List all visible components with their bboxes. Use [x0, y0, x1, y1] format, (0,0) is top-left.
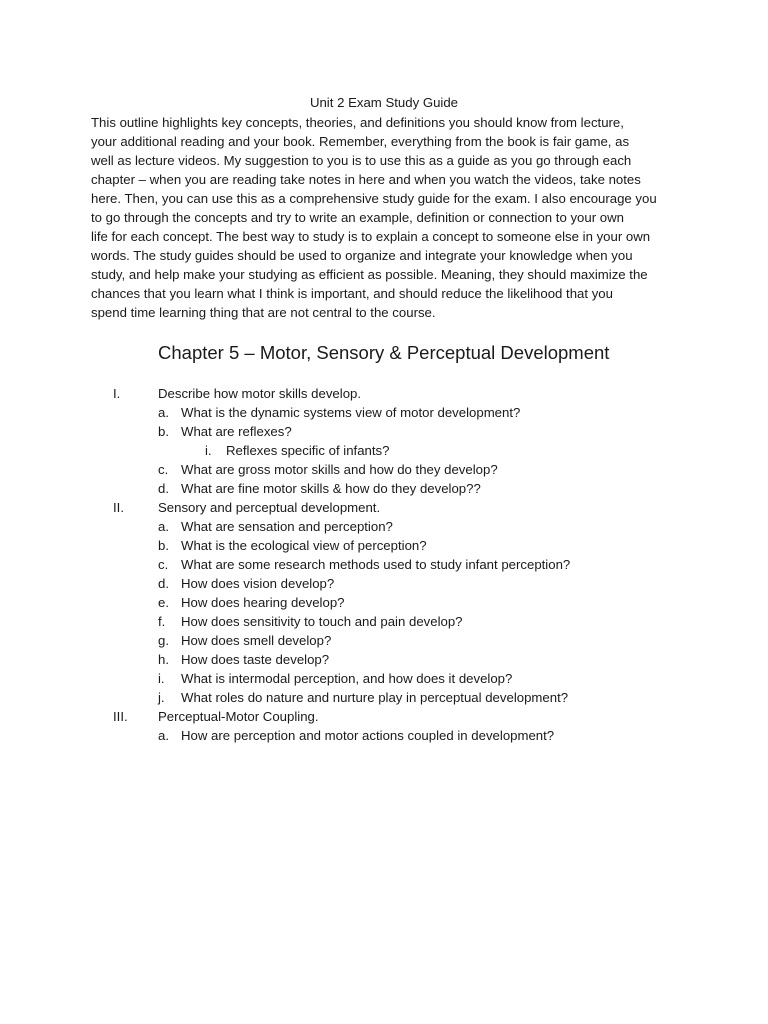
- outline-item: [0, 422, 768, 441]
- outline-item: [0, 384, 768, 403]
- outline-marker: c.: [158, 462, 169, 477]
- outline-item: [0, 574, 768, 593]
- intro-line: your additional reading and your book. Remember, everything from the book is fair game, as: [91, 134, 630, 149]
- outline-item: [0, 726, 768, 745]
- outline-marker: III.: [113, 709, 128, 724]
- intro-line: chapter – when you are reading take notes in here and when you watch the videos, take notes: [91, 172, 641, 187]
- outline-item: [0, 555, 768, 574]
- outline-text: How does sensitivity to touch and pain develop?: [181, 614, 463, 629]
- outline-marker: I.: [113, 386, 121, 401]
- outline-item: [0, 498, 768, 517]
- intro-line: chances that you learn what I think is important, and should reduce the likelihood that you: [91, 286, 613, 301]
- outline-marker: f.: [158, 614, 166, 629]
- outline-item: [0, 612, 768, 631]
- outline-item: [0, 650, 768, 669]
- outline-marker: a.: [158, 728, 169, 743]
- outline-item: [0, 688, 768, 707]
- outline-item: [0, 593, 768, 612]
- study-outline: [0, 384, 768, 745]
- outline-marker: d.: [158, 481, 169, 496]
- outline-text: How does hearing develop?: [181, 595, 345, 610]
- outline-text: How does smell develop?: [181, 633, 332, 648]
- intro-line: to go through the concepts and try to write an example, definition or connection to your own: [91, 210, 624, 225]
- outline-text: What are reflexes?: [181, 424, 292, 439]
- outline-text: What roles do nature and nurture play in perceptual development?: [181, 690, 569, 705]
- outline-marker: j.: [158, 690, 165, 705]
- intro-line: spend time learning thing that are not central to the course.: [91, 305, 436, 320]
- intro-line: words. The study guides should be used to organize and integrate your knowledge when you: [91, 248, 633, 263]
- outline-text: What are gross motor skills and how do they develop?: [181, 462, 498, 477]
- outline-item: [0, 460, 768, 479]
- outline-marker: i.: [158, 671, 165, 686]
- outline-item: [0, 631, 768, 650]
- outline-text: Sensory and perceptual development.: [158, 500, 381, 515]
- intro-line: This outline highlights key concepts, theories, and definitions you should know from lecture,: [91, 115, 624, 130]
- outline-text: How does vision develop?: [181, 576, 335, 591]
- outline-marker: a.: [158, 405, 169, 420]
- intro-line: study, and help make your studying as efficient as possible. Meaning, they should maximize the: [91, 267, 648, 282]
- outline-item: [0, 403, 768, 422]
- intro-line: life for each concept. The best way to study is to explain a concept to someone else in your own: [91, 229, 651, 244]
- outline-marker: h.: [158, 652, 169, 667]
- outline-item: [0, 707, 768, 726]
- outline-text: Perceptual-Motor Coupling.: [158, 709, 319, 724]
- outline-text: What are some research methods used to study infant perception?: [181, 557, 571, 572]
- outline-marker: i.: [205, 443, 212, 458]
- outline-text: What is intermodal perception, and how does it develop?: [181, 671, 513, 686]
- outline-marker: d.: [158, 576, 169, 591]
- outline-marker: a.: [158, 519, 169, 534]
- outline-marker: g.: [158, 633, 169, 648]
- outline-item: [0, 441, 768, 460]
- outline-text: What are sensation and perception?: [181, 519, 393, 534]
- outline-marker: e.: [158, 595, 169, 610]
- outline-marker: b.: [158, 424, 169, 439]
- document-title: Unit 2 Exam Study Guide: [309, 95, 459, 110]
- outline-item: [0, 669, 768, 688]
- intro-paragraph: [91, 113, 691, 322]
- outline-text: What is the ecological view of perception?: [181, 538, 427, 553]
- outline-text: Reflexes specific of infants?: [226, 443, 390, 458]
- intro-line: here. Then, you can use this as a comprehensive study guide for the exam. I also encourage you: [91, 191, 657, 206]
- chapter-heading: Chapter 5 – Motor, Sensory & Perceptual Development: [158, 342, 610, 363]
- outline-marker: b.: [158, 538, 169, 553]
- intro-line: well as lecture videos. My suggestion to you is to use this as a guide as you go through each: [91, 153, 632, 168]
- outline-text: What is the dynamic systems view of motor development?: [181, 405, 521, 420]
- outline-text: Describe how motor skills develop.: [158, 386, 362, 401]
- outline-marker: c.: [158, 557, 169, 572]
- outline-item: [0, 517, 768, 536]
- outline-item: [0, 536, 768, 555]
- outline-item: [0, 479, 768, 498]
- outline-marker: II.: [113, 500, 124, 515]
- outline-text: How are perception and motor actions coupled in development?: [181, 728, 555, 743]
- outline-text: What are fine motor skills & how do they develop??: [181, 481, 481, 496]
- outline-text: How does taste develop?: [181, 652, 330, 667]
